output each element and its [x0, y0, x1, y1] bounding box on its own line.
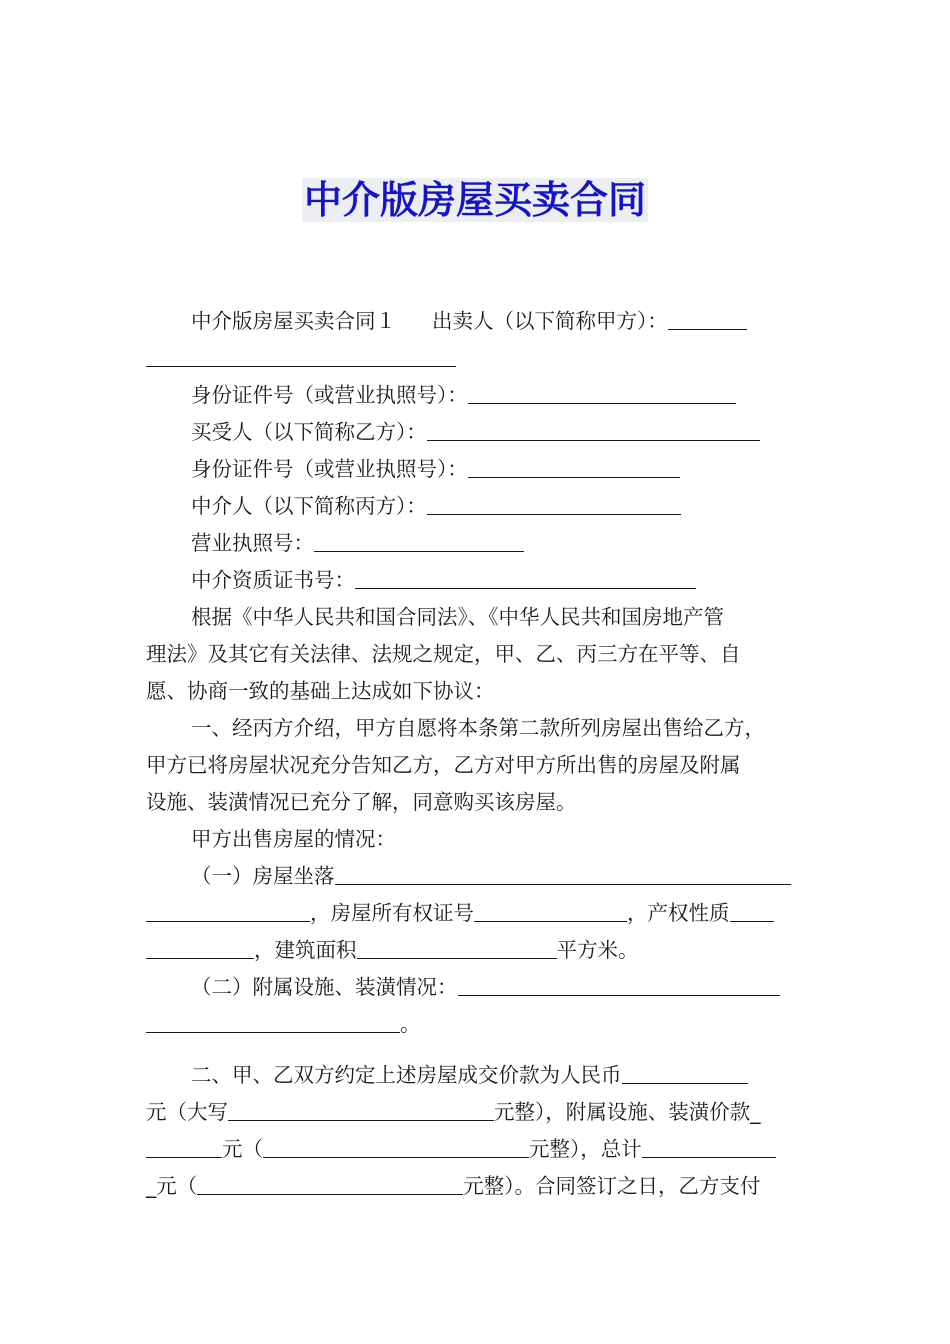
fixtures-price-label: 元整），附属设施、装潢价款: [494, 1100, 751, 1124]
license-line: [146, 525, 808, 562]
total-daxie-label: 元（: [156, 1174, 198, 1198]
total-label: 元整），总计: [529, 1137, 642, 1161]
clause2-line-1: [146, 1057, 808, 1094]
document-title-text: 中介版房屋买卖合同: [303, 178, 646, 222]
fixtures-blank: [458, 973, 780, 996]
fixtures-price-blank: [146, 1135, 222, 1158]
fixtures-price-tail: _: [750, 1100, 761, 1124]
total-blank: [642, 1135, 776, 1158]
location-blank-2: [146, 899, 310, 922]
contract-body: [146, 303, 808, 1205]
seller-blank: [668, 307, 747, 330]
item1-label: （一）房屋坐落: [191, 864, 335, 888]
price-daxie-blank: [228, 1098, 494, 1121]
price-daxie-label: 元（大写: [146, 1100, 228, 1124]
price-blank: [622, 1061, 748, 1084]
total-blank-tail: _: [146, 1174, 157, 1198]
seller-label: 出卖人（以下简称甲方）：: [432, 309, 668, 333]
clause2-lead: 二、甲、乙双方约定上述房屋成交价款为人民币: [191, 1063, 622, 1087]
qualification-label: 中介资质证书号：: [191, 568, 355, 592]
item1-line-2: [146, 895, 808, 932]
clause1-line-2: 甲方已将房屋状况充分告知乙方，乙方对甲方所出售的房屋及附属: [146, 753, 741, 777]
item2-line: [146, 969, 808, 1006]
clause1-line-1: 一、经丙方介绍，甲方自愿将本条第二款所列房屋出售给乙方，: [191, 716, 765, 740]
preamble-line-2: 理法》及其它有关法律、法规之规定，甲、乙、丙三方在平等、自: [146, 642, 741, 666]
intro-heading: 中介版房屋买卖合同１: [191, 309, 396, 333]
license-blank: [314, 529, 524, 552]
fixtures-blank-2: [146, 1010, 400, 1033]
preamble-line-3: 愿、协商一致的基础上达成如下协议：: [146, 679, 495, 703]
area-label: ，建筑面积: [254, 938, 357, 962]
total-daxie-blank: [197, 1172, 463, 1195]
agent-line: [146, 488, 808, 525]
seller-id-line: [146, 377, 808, 414]
clause1-line-3: 设施、装潢情况已充分了解，同意购买该房屋。: [146, 790, 577, 814]
fixtures-daxie-label: 元（: [222, 1137, 263, 1161]
preamble-line-1: 根据《中华人民共和国合同法》、《中华人民共和国房地产管: [191, 605, 724, 629]
buyer-id-blank: [468, 455, 680, 478]
seller-line: [146, 303, 808, 340]
property-nature-blank-2: [146, 936, 254, 959]
item2-label: （二）附属设施、装潢情况：: [191, 975, 458, 999]
buyer-line: [146, 414, 808, 451]
buyer-label: 买受人（以下简称乙方）：: [191, 420, 427, 444]
seller-blank-2: [146, 344, 456, 367]
ownership-blank: [474, 899, 627, 922]
qualification-blank: [355, 566, 696, 589]
agent-label: 中介人（以下简称丙方）：: [191, 494, 427, 518]
property-nature-label: ，产权性质: [627, 901, 730, 925]
area-blank: [357, 936, 557, 959]
seller-blank-cont: [146, 340, 808, 377]
area-unit: 平方米。: [556, 938, 639, 962]
license-label: 营业执照号：: [191, 531, 314, 555]
seller-id-blank: [468, 381, 736, 404]
qualification-line: [146, 562, 808, 599]
item1-line: [146, 858, 808, 895]
clause2-line-3: [146, 1131, 808, 1168]
item1-line-3: [146, 932, 808, 969]
clause2-line-2: [146, 1094, 808, 1131]
item2-end: 。: [400, 1012, 421, 1036]
buyer-id-line: [146, 451, 808, 488]
fixtures-daxie-blank: [263, 1135, 529, 1158]
buyer-id-label: 身份证件号（或营业执照号）：: [191, 457, 468, 481]
location-blank: [335, 862, 791, 885]
clause2-line-4: [146, 1168, 808, 1205]
ownership-label: ，房屋所有权证号: [310, 901, 474, 925]
situation-label: 甲方出售房屋的情况：: [191, 827, 396, 851]
seller-id-label: 身份证件号（或营业执照号）：: [191, 383, 468, 407]
property-nature-blank: [730, 899, 774, 922]
document-title: [0, 176, 950, 224]
paragraph-gap: [146, 1043, 808, 1057]
item2-line-2: [146, 1006, 808, 1043]
agent-blank: [427, 492, 681, 515]
signing-payment-text: 元整）。合同签订之日，乙方支付: [463, 1174, 761, 1198]
buyer-blank: [427, 418, 760, 441]
